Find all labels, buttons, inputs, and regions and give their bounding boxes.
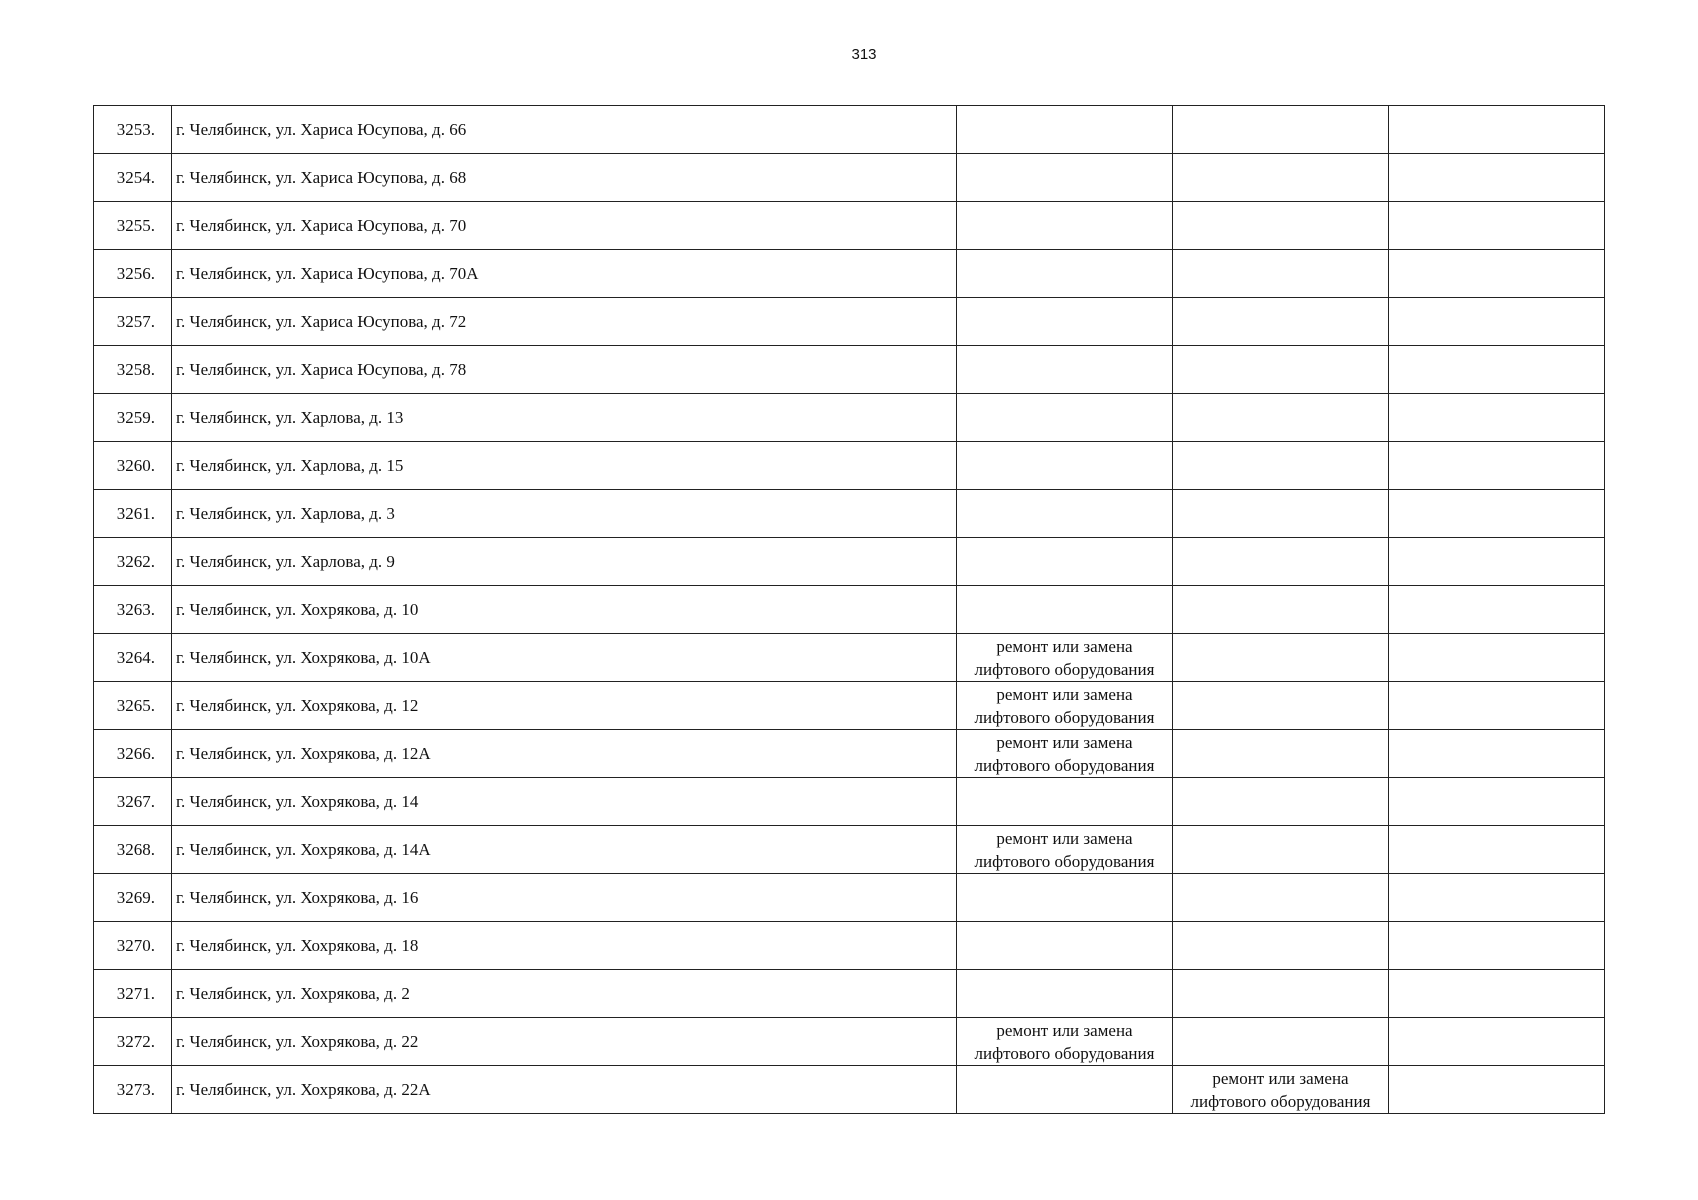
row-work-col-c: [1389, 538, 1605, 586]
table-row: [94, 538, 1605, 586]
row-work-col-a: [957, 970, 1173, 1018]
row-work-col-b: [1173, 538, 1389, 586]
table-row: [94, 202, 1605, 250]
row-address: г. Челябинск, ул. Харлова, д. 9: [172, 538, 957, 586]
table-row: [94, 346, 1605, 394]
row-number: 3272.: [94, 1018, 172, 1066]
row-work-col-c: [1389, 106, 1605, 154]
row-work-col-a: [957, 154, 1173, 202]
row-work-col-c: [1389, 394, 1605, 442]
row-work-col-a: [957, 778, 1173, 826]
row-number: 3267.: [94, 778, 172, 826]
row-work-col-a: [957, 442, 1173, 490]
row-address: г. Челябинск, ул. Хохрякова, д. 10: [172, 586, 957, 634]
row-work-col-b: [1173, 346, 1389, 394]
row-address: г. Челябинск, ул. Хариса Юсупова, д. 70: [172, 202, 957, 250]
work-type-line: лифтового оборудования: [1190, 1091, 1371, 1111]
row-work-col-b: [1173, 874, 1389, 922]
row-number: 3270.: [94, 922, 172, 970]
work-type-line: лифтового оборудования: [974, 707, 1155, 727]
row-work-col-a: [957, 538, 1173, 586]
row-work-col-a: [957, 106, 1173, 154]
table-row: [94, 874, 1605, 922]
row-work-col-b: [1173, 298, 1389, 346]
row-address: г. Челябинск, ул. Хариса Юсупова, д. 70А: [172, 250, 957, 298]
row-number: 3254.: [94, 154, 172, 202]
row-work-col-a: [957, 250, 1173, 298]
row-number: 3271.: [94, 970, 172, 1018]
row-work-col-b: [1173, 490, 1389, 538]
table-row: [94, 730, 1605, 778]
row-address: г. Челябинск, ул. Хохрякова, д. 12А: [172, 730, 957, 778]
table-row: [94, 1018, 1605, 1066]
row-work-col-a: [957, 586, 1173, 634]
row-address: г. Челябинск, ул. Хохрякова, д. 18: [172, 922, 957, 970]
work-type-line: ремонт или замена: [996, 828, 1133, 848]
table-row: [94, 394, 1605, 442]
table-row: [94, 298, 1605, 346]
row-work-col-c: [1389, 1018, 1605, 1066]
row-work-col-b: [1173, 394, 1389, 442]
table-row: [94, 250, 1605, 298]
row-number: 3257.: [94, 298, 172, 346]
row-address: г. Челябинск, ул. Хариса Юсупова, д. 66: [172, 106, 957, 154]
row-work-col-a: [957, 1066, 1173, 1114]
row-address: г. Челябинск, ул. Хохрякова, д. 14А: [172, 826, 957, 874]
row-work-col-b: [1173, 154, 1389, 202]
work-type-line: ремонт или замена: [996, 1020, 1133, 1040]
row-work-col-c: [1389, 202, 1605, 250]
row-work-col-b: [1173, 778, 1389, 826]
row-work-col-a: [957, 826, 1173, 874]
row-address: г. Челябинск, ул. Хохрякова, д. 16: [172, 874, 957, 922]
row-work-col-b: [1173, 1066, 1389, 1114]
row-work-col-c: [1389, 586, 1605, 634]
row-address: г. Челябинск, ул. Хохрякова, д. 10А: [172, 634, 957, 682]
row-work-col-c: [1389, 490, 1605, 538]
row-address: г. Челябинск, ул. Харлова, д. 13: [172, 394, 957, 442]
work-type-line: лифтового оборудования: [974, 659, 1155, 679]
row-work-col-c: [1389, 250, 1605, 298]
row-work-col-c: [1389, 682, 1605, 730]
address-table: [93, 105, 1605, 1114]
row-number: 3266.: [94, 730, 172, 778]
table-row: [94, 490, 1605, 538]
work-type-line: лифтового оборудования: [974, 1043, 1155, 1063]
row-work-col-a: [957, 1018, 1173, 1066]
row-address: г. Челябинск, ул. Хариса Юсупова, д. 78: [172, 346, 957, 394]
table-row: [94, 634, 1605, 682]
row-number: 3263.: [94, 586, 172, 634]
row-work-col-c: [1389, 1066, 1605, 1114]
row-number: 3255.: [94, 202, 172, 250]
row-work-col-b: [1173, 730, 1389, 778]
row-work-col-a: [957, 874, 1173, 922]
row-work-col-b: [1173, 634, 1389, 682]
row-number: 3268.: [94, 826, 172, 874]
row-work-col-b: [1173, 586, 1389, 634]
table-row: [94, 586, 1605, 634]
row-work-col-a: [957, 730, 1173, 778]
row-work-col-c: [1389, 298, 1605, 346]
row-work-col-c: [1389, 778, 1605, 826]
row-number: 3258.: [94, 346, 172, 394]
row-address: г. Челябинск, ул. Хохрякова, д. 22А: [172, 1066, 957, 1114]
row-work-col-a: [957, 394, 1173, 442]
row-work-col-b: [1173, 202, 1389, 250]
row-work-col-c: [1389, 634, 1605, 682]
row-work-col-a: [957, 202, 1173, 250]
row-work-col-b: [1173, 106, 1389, 154]
page-number: 313: [851, 46, 877, 63]
row-work-col-a: [957, 634, 1173, 682]
table-row: [94, 442, 1605, 490]
row-address: г. Челябинск, ул. Хохрякова, д. 2: [172, 970, 957, 1018]
row-number: 3259.: [94, 394, 172, 442]
row-work-col-a: [957, 298, 1173, 346]
row-work-col-c: [1389, 730, 1605, 778]
table-row: [94, 106, 1605, 154]
row-number: 3265.: [94, 682, 172, 730]
table-row: [94, 1066, 1605, 1114]
row-work-col-b: [1173, 922, 1389, 970]
work-type-line: лифтового оборудования: [974, 851, 1155, 871]
row-number: 3273.: [94, 1066, 172, 1114]
row-work-col-b: [1173, 970, 1389, 1018]
row-work-col-a: [957, 922, 1173, 970]
row-work-col-c: [1389, 922, 1605, 970]
table-row: [94, 970, 1605, 1018]
table-row: [94, 922, 1605, 970]
table-row: [94, 778, 1605, 826]
row-address: г. Челябинск, ул. Хохрякова, д. 14: [172, 778, 957, 826]
work-type-line: ремонт или замена: [996, 732, 1133, 752]
work-type-line: ремонт или замена: [996, 684, 1133, 704]
row-work-col-c: [1389, 970, 1605, 1018]
row-number: 3253.: [94, 106, 172, 154]
row-address: г. Челябинск, ул. Харлова, д. 3: [172, 490, 957, 538]
row-address: г. Челябинск, ул. Хариса Юсупова, д. 72: [172, 298, 957, 346]
table-row: [94, 682, 1605, 730]
table-row: [94, 826, 1605, 874]
row-number: 3256.: [94, 250, 172, 298]
work-type-line: ремонт или замена: [996, 636, 1133, 656]
row-number: 3262.: [94, 538, 172, 586]
row-work-col-a: [957, 682, 1173, 730]
table-row: [94, 154, 1605, 202]
row-work-col-b: [1173, 1018, 1389, 1066]
row-address: г. Челябинск, ул. Хохрякова, д. 12: [172, 682, 957, 730]
row-work-col-c: [1389, 346, 1605, 394]
row-work-col-b: [1173, 442, 1389, 490]
work-type-line: ремонт или замена: [1212, 1068, 1349, 1088]
row-work-col-b: [1173, 682, 1389, 730]
row-number: 3264.: [94, 634, 172, 682]
row-address: г. Челябинск, ул. Хариса Юсупова, д. 68: [172, 154, 957, 202]
row-number: 3261.: [94, 490, 172, 538]
row-work-col-a: [957, 490, 1173, 538]
row-work-col-b: [1173, 250, 1389, 298]
work-type-line: лифтового оборудования: [974, 755, 1155, 775]
table-body: [94, 106, 1605, 1114]
row-work-col-c: [1389, 874, 1605, 922]
row-work-col-c: [1389, 154, 1605, 202]
row-work-col-a: [957, 346, 1173, 394]
row-work-col-c: [1389, 826, 1605, 874]
row-address: г. Челябинск, ул. Хохрякова, д. 22: [172, 1018, 957, 1066]
row-work-col-b: [1173, 826, 1389, 874]
row-work-col-c: [1389, 442, 1605, 490]
row-number: 3260.: [94, 442, 172, 490]
row-address: г. Челябинск, ул. Харлова, д. 15: [172, 442, 957, 490]
row-number: 3269.: [94, 874, 172, 922]
